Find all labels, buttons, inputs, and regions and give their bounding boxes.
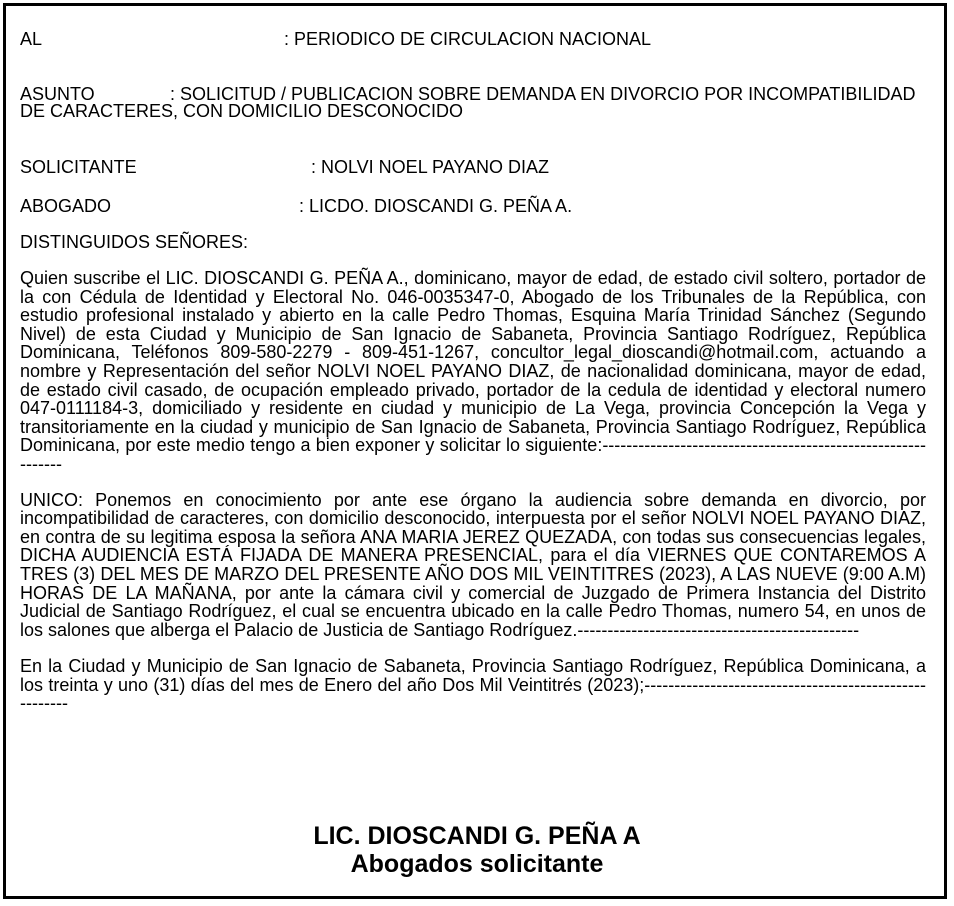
applicant-value: : NOLVI NOEL PAYANO DIAZ bbox=[311, 157, 550, 177]
paragraph-intro: Quien suscribe el LIC. DIOSCANDI G. PEÑA A., dominicano, mayor de edad, de estado civil soltero, portador de la con Cédula de Identidad y Electoral No. 046-0035347-0, Abogado de los Tribunales de la República, con estudio profesional instalado y abierto en la calle Pedro Thomas, Esquina María Trinidad Sánchez (Segundo Nivel) de esta Ciudad y Municipio de San Ignacio de Sabaneta, Provincia Santiago Rodríguez, República Dominicana, Teléfonos 809-580-2279 - 809-451-1267, concultor_legal_dioscandi@hotmail.com, actuando a nombre y Representación del señor NOLVI NOEL PAYANO DIAZ, de nacionalidad dominicana, mayor de edad, de estado civil casado, de ocupación empleado privado, portador de la cedula de identidad y electoral numero 047-0111184-3, domiciliado y residente en ciudad y municipio de La Vega, provincia Concepción la Vega y transitoriamente en la ciudad y municipio de San Ignacio de Sabaneta, Provincia Santiago Rodríguez, República Dominicana, por este medio tengo a bien exponer y solicitar lo siguiente:------------------------------------------------------------- bbox=[20, 268, 926, 474]
lawyer-line bbox=[20, 197, 926, 216]
to-value: : PERIODICO DE CIRCULACION NACIONAL bbox=[284, 29, 652, 49]
signature-title: Abogados solicitante bbox=[350, 850, 604, 878]
subject-block bbox=[20, 86, 926, 120]
signature-name: LIC. DIOSCANDI G. PEÑA A bbox=[313, 822, 641, 850]
paragraph-unico: UNICO: Ponemos en conocimiento por ante ese órgano la audiencia sobre demanda en divorcio, por incompatibilidad de caracteres, con domicilio desconocido, interpuesta por el señor NOLVI NOEL PAYANO DIAZ, en contra de su legitima esposa la señora ANA MARIA JEREZ QUEZADA, con todas sus consecuencias legales, DICHA AUDIENCIA ESTÁ FIJADA DE MANERA PRESENCIAL, para el día VIERNES QUE CONTAREMOS A TRES (3) DEL MES DE MARZO DEL PRESENTE AÑO DOS MIL VEINTITRES (2023), A LAS NUEVE (9:00 A.M) HORAS DE LA MAÑANA, por ante la cámara civil y comercial de Juzgado de Primera Instancia del Distrito Judicial de Santiago Rodríguez, el cual se encuentra ubicado en la calle Pedro Thomas, numero 54, en unos de los salones que alberga el Palacio de Justicia de Santiago Rodríguez.----------------------------------------------- bbox=[20, 489, 926, 640]
applicant-label: SOLICITANTE bbox=[20, 157, 137, 177]
salutation: DISTINGUIDOS SEÑORES: bbox=[20, 232, 249, 252]
document-body bbox=[20, 30, 926, 713]
lawyer-value: : LICDO. DIOSCANDI G. PEÑA A. bbox=[299, 196, 573, 216]
subject-value: : SOLICITUD / PUBLICACION SOBRE DEMANDA EN DIVORCIO POR INCOMPATIBILIDAD DE CARACTERES, CON DOMICILIO DESCONOCIDO bbox=[20, 84, 916, 121]
to-line bbox=[20, 30, 926, 49]
lawyer-label: ABOGADO bbox=[20, 196, 112, 216]
subject-label: ASUNTO bbox=[20, 84, 95, 104]
applicant-line bbox=[20, 158, 926, 177]
to-label: AL bbox=[20, 29, 43, 49]
paragraph-closing: En la Ciudad y Municipio de San Ignacio de Sabaneta, Provincia Santiago Rodríguez, República Dominicana, a los treinta y uno (31) días del mes de Enero del año Dos Mil Veintitrés (2023);------------------------------------------------------- bbox=[20, 656, 926, 714]
